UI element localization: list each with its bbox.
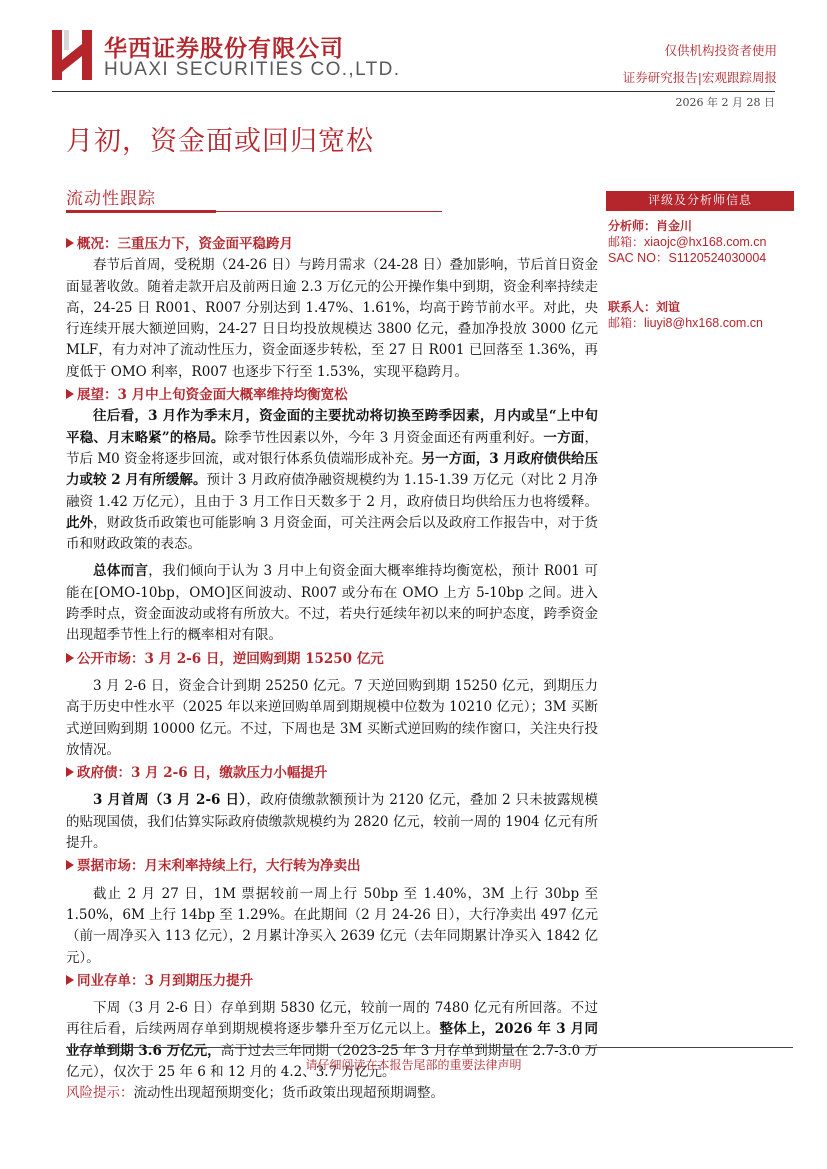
risk-label: 风险提示： [66,1085,134,1102]
analyst-name: 肖金川 [656,219,693,233]
triangle-bullet-icon [66,860,74,870]
heading-overview: 概况：三重压力下，资金面平稳跨月 [66,234,598,255]
paragraph-ncd: 下周（3 月 2-6 日）存单到期 5830 亿元，较前一周的 7480 亿元有所回落。不过再往后看，后续两周存单到期规模将逐步攀升至万亿元以上。整体上，2026 年 3 月同业存单到期 3.6 万亿元，高于过去三年同期（2023-25 年 3 月存单到期量在 2.7-3.0 万亿元），仅次于 25 年 6 和 12 月的 4.2、3.7 万亿元。 [66,1000,598,1080]
page-title: 月初，资金面或回归宽松 [66,126,374,157]
analyst-mail-label: 邮箱： [608,235,645,249]
sac-line [608,250,766,266]
company-name-cn: 华西证券股份有限公司 [104,36,344,62]
heading-open-market: 公开市场：3 月 2-6 日，逆回购到期 15250 亿元 [66,649,598,670]
paragraph-bills: 截止 2 月 27 日，1M 票据较前一周上行 50bp 至 1.40%，3M 上行 30bp 至 1.50%，6M 上行 14bp 至 1.29%。在此期间（2 月 24-26 日），大行净卖出 497 亿元（前一周净买入 113 亿元），2 月累计净买入 2639 亿元（去年同期累计净买入 1842 亿元）。 [66,885,598,966]
paragraph-gov-bonds: 3 月首周（3 月 2-6 日），政府债缴款额预计为 2120 亿元，叠加 2 只未披露规模的贴现国债，我们估算实际政府债缴款规模约为 2820 亿元，较前一周的 1904 亿元有所提升。 [66,792,598,852]
analyst-info-heading: 评级及分析师信息 [606,191,794,210]
heading-bills: 票据市场：月末利率持续上行，大行转为净卖出 [66,856,598,877]
triangle-bullet-icon [66,975,74,985]
company-logo-icon [52,30,92,80]
header-divider [52,91,775,92]
heading-ncd: 同业存单：3 月到期压力提升 [66,971,598,992]
risk-warning [66,1083,598,1104]
triangle-bullet-icon [66,767,74,777]
audience-note: 仅供机构投资者使用 [664,43,777,58]
sac-label: SAC NO： [608,251,669,265]
report-type: 证券研究报告|宏观跟踪周报 [622,70,777,85]
contact-line [608,299,680,315]
paragraph-open-market: 3 月 2-6 日，资金合计到期 25250 亿元。7 天逆回购到期 15250 亿元，到期压力高于历史中性水平（2025 年以来逆回购单周到期规模中位数为 10210 亿元）；3M 买断式逆回购到期 10000 亿元。不过，下周也是 3M 买断式逆回购的续作窗口，关注央行投放情况。 [66,677,598,758]
section-underline-thick [66,210,216,213]
analyst-line [608,218,692,234]
paragraph-outlook: 往后看，3 月作为季末月，资金面的主要扰动将切换至跨季因素，月内或呈“上中旬平稳、月末略紧”的格局。除季节性因素以外，今年 3 月资金面还有两重利好。一方面，节后 M0 资金将逐步回流，或对银行体系负债端形成补充。另一方面，3 月政府债供给压力或较 2 月有所缓解。预计 3 月政府债净融资规模约为 1.15-1.39 万亿元（对比 2 月净融资 1.42 万亿元），且由于 3 月工作日天数多于 2 月，政府债日均供给压力也将缓释。此外，财政货币政策也可能影响 3 月资金面，可关注两会后以及政府工作报告中，对于货币和财政政策的表态。 [66,408,599,553]
contact-mail-label: 邮箱： [608,316,645,330]
heading-outlook: 展望：3 月中上旬资金面大概率维持均衡宽松 [66,385,598,406]
analyst-info-divider [606,210,794,211]
sac-number: S1120524030004 [668,251,767,265]
contact-mail-link[interactable]: liuyi8@hx168.com.cn [644,316,764,330]
triangle-bullet-icon [66,389,74,399]
section-title: 流动性跟踪 [66,189,156,209]
analyst-mail-link[interactable]: xiaojc@hx168.com.cn [644,235,767,249]
contact-label: 联系人： [608,300,657,314]
paragraph-overview: 春节后首周，受税期（24-26 日）与跨月需求（24-28 日）叠加影响，节后首日资金面显著收敛。随着走款开启及前两日逾 2.3 万亿元的公开操作集中到期，资金利率持续走高，24-25 日 R001、R007 分别达到 1.47%、1.61%，均高于跨节前水平。对此，央行连续开展大额逆回购，24-27 日日均投放规模达 3800 亿元，叠加净投放 3000 亿元 MLF，有力对冲了流动性压力，资金面逐步转松，至 27 日 R001 已回落至 1.36%，再度低于 OMO 利率，R007 也逐步下行至 1.53%，实现平稳跨月。 [66,257,598,380]
contact-name: 刘谊 [656,300,681,314]
triangle-bullet-icon [66,238,74,248]
paragraph-summary: 总体而言，我们倾向于认为 3 月中上旬资金面大概率维持均衡宽松，预计 R001 可能在[OMO-10bp，OMO]区间波动、R007 或分布在 OMO 上方 5-10bp 之间。进入跨季时点，资金面波动或将有所放大。不过，若央行延续年初以来的呵护态度，跨季资金出现超季节性上行的概率相对有限。 [66,563,599,644]
company-name-en: HUAXI SECURITIES CO.,LTD. [104,59,401,80]
analyst-mail-line [608,234,766,250]
report-date: 2026 年 2 月 28 日 [675,96,775,109]
footer-divider [66,1047,793,1048]
analyst-label: 分析师： [608,219,657,233]
section-underline-thin [216,211,442,212]
triangle-bullet-icon [66,653,74,663]
heading-gov-bonds: 政府债：3 月 2-6 日，缴款压力小幅提升 [66,763,598,784]
report-body [66,232,598,1105]
footer-disclaimer: 请仔细阅读在本报告尾部的重要法律声明 [305,1058,522,1072]
risk-text: 流动性出现超预期变化；货币政策出现超预期调整。 [133,1085,444,1102]
contact-mail-line [608,315,763,331]
